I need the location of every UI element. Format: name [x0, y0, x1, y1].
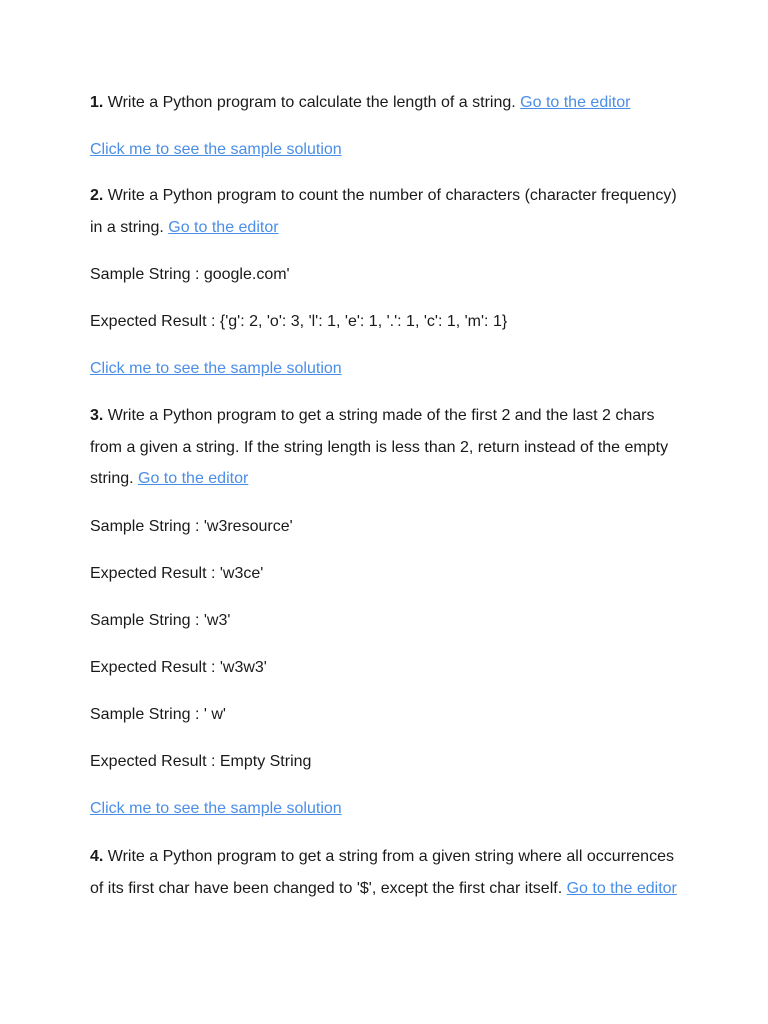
sample-line: Sample String : 'w3' [90, 612, 231, 629]
exercise-3 [90, 400, 680, 495]
expected-result-line: Expected Result : 'w3ce' [90, 565, 264, 582]
exercise-number: 3. [90, 407, 104, 424]
solution-link-row [90, 353, 680, 385]
go-to-editor-link[interactable]: Go to the editor [566, 879, 677, 897]
expected-result-line: Expected Result : Empty String [90, 753, 312, 770]
go-to-editor-link[interactable]: Go to the editor [138, 470, 249, 487]
sample-solution-link[interactable]: Click me to see the sample solution [90, 360, 342, 377]
exercise-number: 1. [90, 94, 104, 111]
exercise-text: Write a Python program to get a string made of the first 2 and the last 2 chars from a given a string. If the string length is less than 2, return instead of the empty string. [90, 407, 669, 487]
exercise-text: Write a Python program to calculate the length of a string. [103, 94, 521, 111]
expected-result-line: Expected Result : {'g': 2, 'o': 3, 'l': 1, 'e': 1, '.': 1, 'c': 1, 'm': 1} [90, 313, 508, 330]
sample-line: Sample String : google.com' [90, 266, 290, 283]
exercise-text: Write a Python program to count the number of characters (character frequency) in a string. [90, 187, 677, 236]
solution-link-row [90, 793, 680, 825]
exercise-2 [90, 180, 680, 243]
exercise-number: 4. [90, 848, 104, 865]
exercise-text: Write a Python program to get a string from a given string where all occurrences of its first char have been changed to '$', except the first char itself. [90, 848, 674, 897]
sample-line: Sample String : 'w3resource' [90, 518, 293, 535]
exercise-number: 2. [90, 187, 104, 204]
expected-result-line: Expected Result : 'w3w3' [90, 659, 267, 676]
sample-solution-link[interactable]: Click me to see the sample solution [90, 800, 342, 817]
solution-link-row [90, 134, 680, 166]
exercise-4 [90, 841, 680, 904]
go-to-editor-link[interactable]: Go to the editor [520, 94, 631, 111]
exercise-1 [90, 87, 680, 119]
go-to-editor-link[interactable]: Go to the editor [168, 218, 279, 236]
sample-solution-link[interactable]: Click me to see the sample solution [90, 141, 342, 158]
sample-line: Sample String : ' w' [90, 706, 226, 723]
